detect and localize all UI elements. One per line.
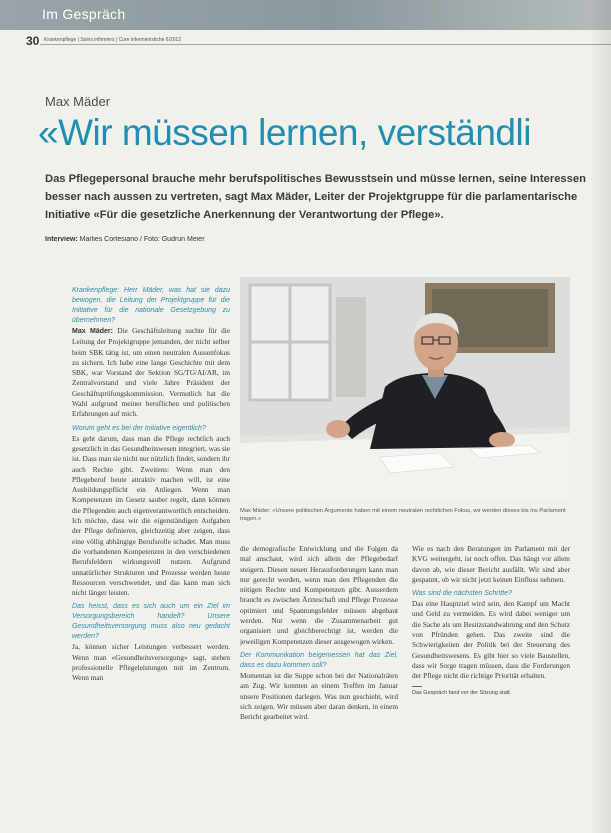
interview-answer: Momentan ist die Suppe schon bei der Nationalräten am Zug. Wir konnten an einem Treffen im Januar unsere Positionen darlegen. Was nun geschieht, wird sich zeigen. Wir müssen aber daran denken, in einem Bericht gearbeitet wird.	[240, 670, 398, 722]
footnote-rule	[412, 686, 422, 687]
page-number: 30	[26, 34, 40, 48]
interview-answer: Das eine Hauptziel wird sein, den Kampf um Macht und Geld zu vermeiden. Es wird dabei weniger um die Sache als um Besitzstandwahrung und den Schutz von Pfründen gehen. Das zweite sind die Schwierigkeiten der Politik bei der Steuerung des Gesundheitswesens. Es gibt hier so viele Baustellen, dass wir Sorge tragen müssen, dass die Forderungen der Pflege nicht die richtige Priorität erhalten.	[412, 599, 570, 681]
article-photo	[240, 277, 570, 501]
answer-continuation: Wie es nach den Beratungen im Parlament mit der KVG weitergeht, ist noch offen. Das hängt vor allem davon ab, wie dieser Bericht ausfällt. Wir sind aber gespannt, ob wir nicht jetzt keinen Einfluss nehmen.	[412, 544, 570, 584]
interview-question: Krankenpflege: Herr Mäder, was hat sie dazu bewogen, die Leitung der Projektgruppe für die Initiative für die nationale Gesetzgebung zu übernehmen?	[72, 287, 230, 324]
speaker-label: Max Mäder:	[72, 328, 113, 335]
interview-question: Der Kommunikation beigemessen hat das Ziel, dass es dazu kommen soll?	[240, 651, 398, 669]
answer-text: Die Geschäftsleitung suchte für die Leitung der Projektgruppe jemanden, der nicht selber beim SBK tätig ist, um einen neutralen Aussenfokus zu sichern. Ich habe eine lange Geschichte mit dem SBK, war Vorstand der Sektion SG/TG/AI/AR, im Zentralvorstand und viele Jahre Präsident der Geschäftsprüfungskommission. Vermutlich hat die Wahl aufgrund meiner beruflichen und politischen Erfahrungen auf mich.	[72, 326, 230, 419]
credits-label: Interview:	[45, 236, 78, 243]
interview-answer: Ja, können sicher Leistungen verbessert werden. Wenn man «Gesundheitsversorgung» sagt, stehen professionelle Pflegeleistungen mit im Zentrum. Wenn man	[72, 642, 230, 683]
photo-caption: Max Mäder: «Unsere politischen Argumente haben mit einem neutralen rechtlichen Fokus, wir werden dieses bis ins Parlament tragen.»	[240, 508, 566, 522]
section-title: Im Gespräch	[42, 6, 126, 22]
article-lead: Das Pflegepersonal brauche mehr berufspolitisches Bewusstsein und müsse lernen, seine Interessen besser nach aussen zu vertreten, sagt Max Mäder, Leiter der Projektgruppe für die parlamentarische Initiative «Für die gesetzliche Anerkennung der Verantwortung der Pflege».	[45, 173, 586, 221]
article-column-3	[412, 544, 570, 814]
answer-continuation: die demografische Entwicklung und die Folgen da mal anschaut, wird sich allein der Pflegebedarf steigern. Diesen neuen Herausforderungen kann man nur gerecht werden, wenn man den Pflegenden die nötigen Rechte und Kompetenzen gibt. Ausserdem braucht es zwischen Ärzteschaft und Pflege Prozesse optimiert und Spannungsfelder müssen abgebaut werden. Nur wenn die Zusammenarbeit gut organisiert und gleichberechtigt ist, werden die jeweiligen Kompetenzen dieser ausgewogen wirken.	[240, 544, 398, 646]
credits-text: Marlies Cortesiano / Foto: Gudrun Meier	[79, 236, 205, 243]
interview-question: Was sind die nächsten Schritte?	[412, 590, 512, 598]
article-headline: «Wir müssen lernen, verständli	[38, 112, 531, 153]
article-credits	[45, 236, 445, 243]
header-rule	[40, 44, 611, 45]
article-column-2	[240, 544, 398, 814]
interview-question: Worum geht es bei der Initiative eigentlich?	[72, 424, 206, 432]
photo-man-at-table	[240, 277, 570, 501]
article-kicker: Max Mäder	[45, 94, 111, 109]
interview-answer: Es geht darum, dass man die Pflege rechtlich auch gesetzlich in das Gesundheitswesen integriert, was sie ist. Dass man sie nicht nur nützlich findet, sondern ihr auch Rechte gibt. Zweitens: Wenn man den Pflegeberuf heute attraktiv machen will, ist eine Ausbildungspflicht ein Anliegen. Wenn man Kompetenzen im Gesetz sauber regelt, dann können die Pflegenden auch eigenverantwortlich entscheiden. Ich möchte, dass wir die eigenständigen Aufgaben der Pflege definieren, gleichzeitig aber zeigen, dass eine völlig abhängige Berufsrolle schadet. Man muss die vorhandenen Kompetenzen in den verschiedenen Berufsfeldern wirkungsvoll nutzen. Aufgrund unnatürlicher Strukturen und Prozesse werden heute Ressourcen verschwendet, und das kann man sich nicht länger leisten.	[72, 433, 230, 598]
footnote: Das Gespräch fand vor der Sitzung statt.	[412, 689, 512, 696]
article-column-1	[72, 286, 230, 816]
interview-question: Das heisst, dass es sich auch um ein Ziel im Versorgungsbereich handelt? Unsere Gesundheitsversorgung muss also neu gedacht werden?	[72, 603, 230, 641]
running-head: Krankenpflege | Soins infirmiers | Cure infermieristiche 6/2012	[44, 37, 182, 43]
interview-answer	[72, 326, 230, 420]
